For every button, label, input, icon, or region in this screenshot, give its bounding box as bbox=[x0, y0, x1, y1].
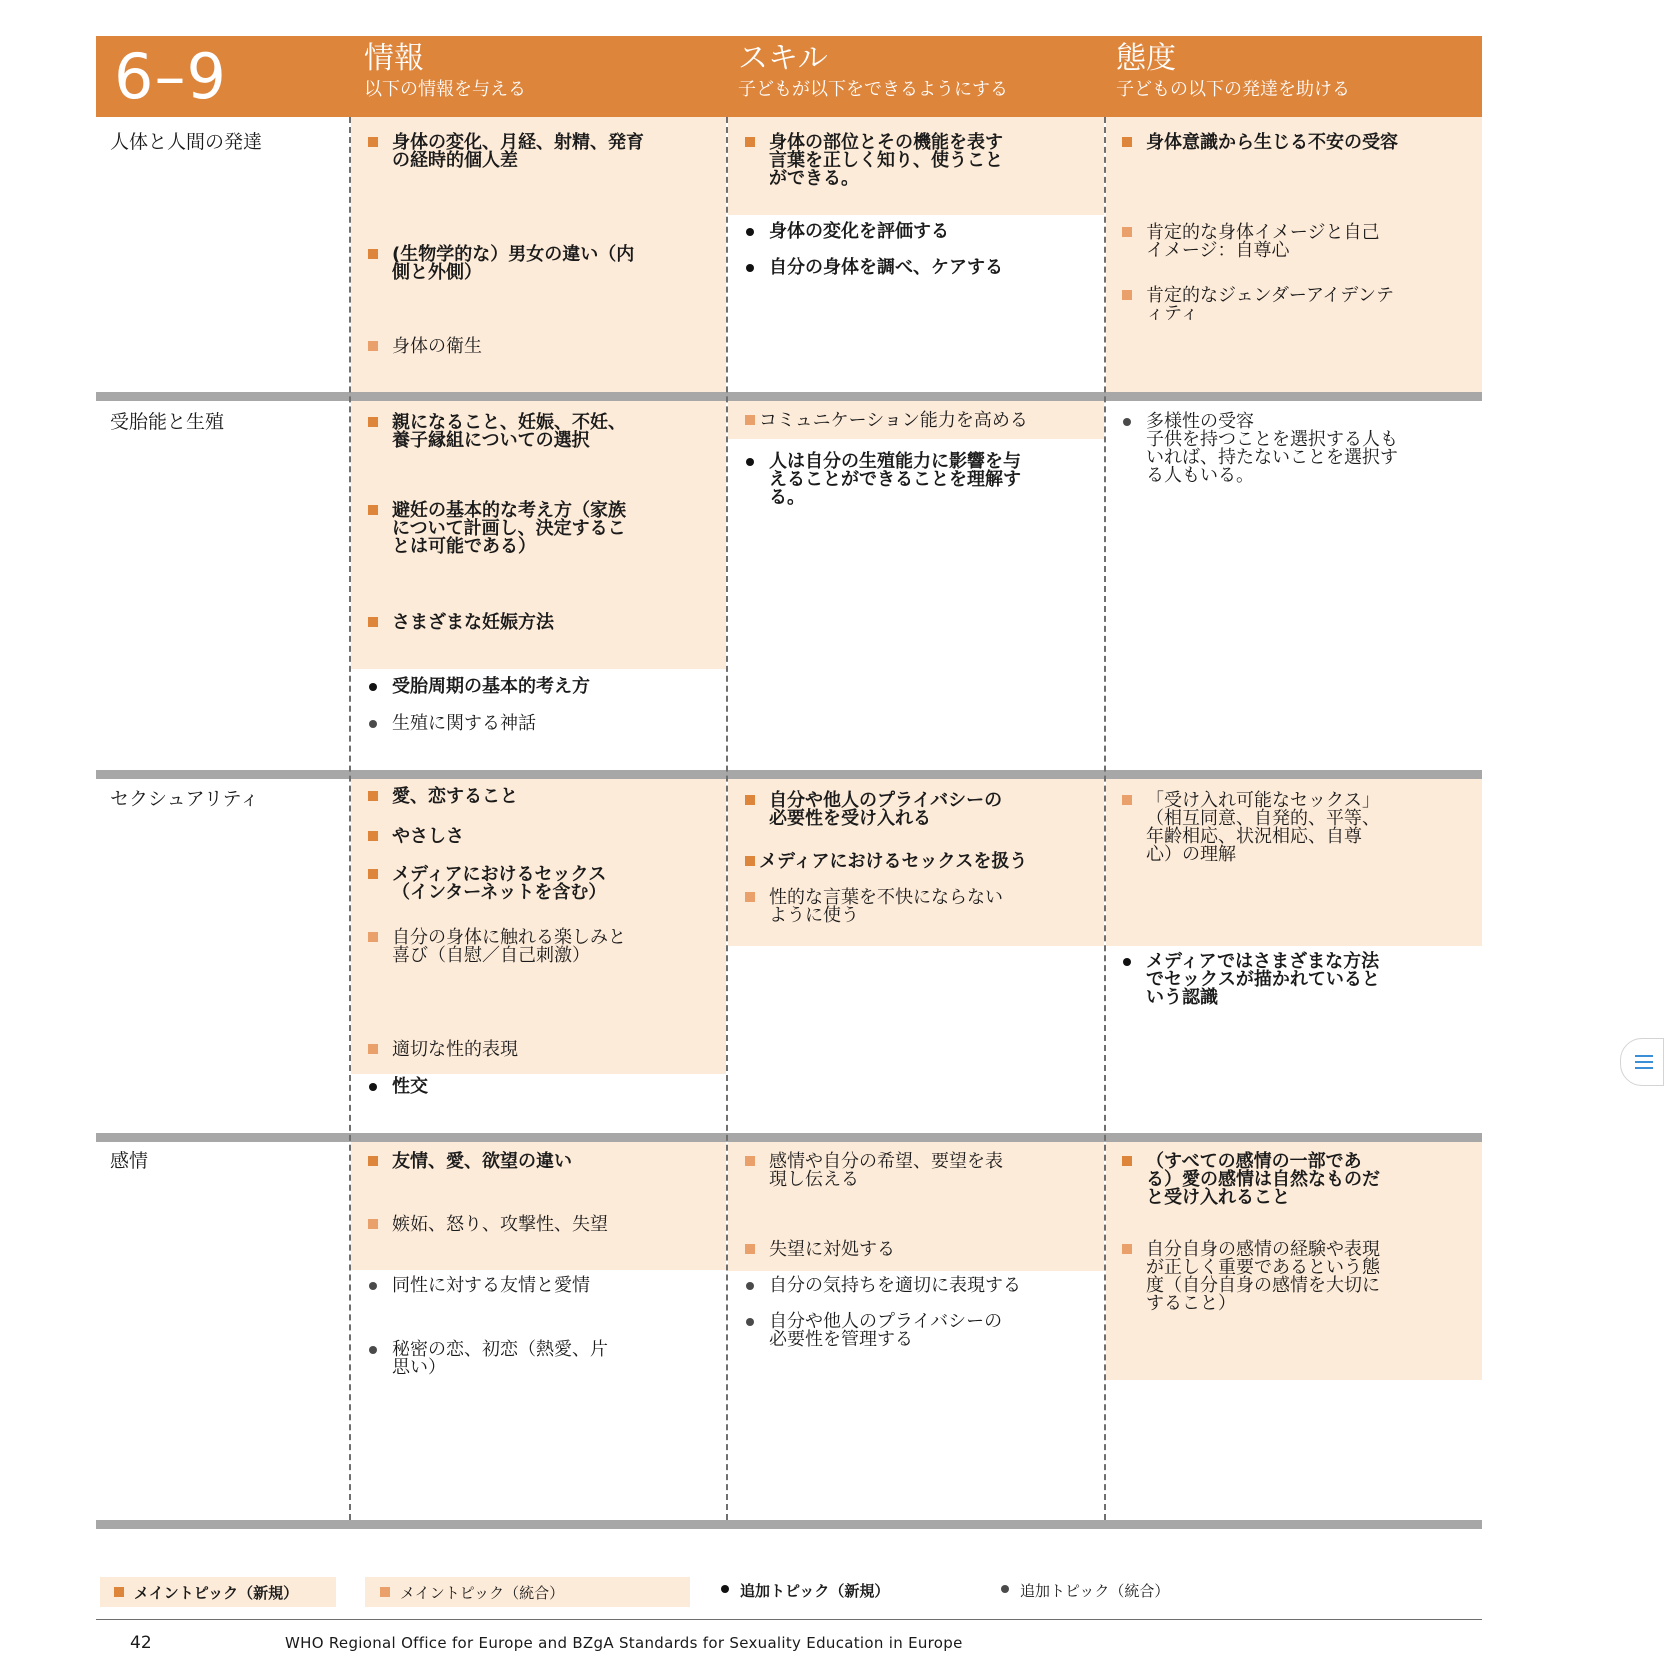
item-text: 性的な言葉を不快にならない ように使う bbox=[769, 887, 1003, 926]
list-item bbox=[368, 502, 626, 556]
header-attitudes bbox=[1116, 40, 1350, 102]
list-item bbox=[1122, 953, 1380, 1007]
topic-marker-icon bbox=[1122, 227, 1132, 237]
item-text: 多様性の受容 子供を持つことを選択する人も いれば、持たないことを選択す る人もいる。 bbox=[1146, 411, 1398, 486]
row-separator bbox=[96, 770, 1482, 779]
item-text: 同性に対する友情と愛情 bbox=[392, 1275, 590, 1296]
list-item bbox=[368, 788, 518, 806]
item-text: 受胎周期の基本的考え方 bbox=[392, 676, 590, 697]
list-item bbox=[745, 453, 1021, 507]
list-item bbox=[368, 414, 626, 450]
list-item bbox=[368, 1153, 572, 1171]
item-text: メディアにおけるセックスを扱う bbox=[759, 851, 1028, 872]
list-item bbox=[368, 1277, 590, 1295]
item-text: 「受け入れ可能なセックス」 （相互同意、自発的、平等、 年齢相応、状況相応、自尊 心）の理解 bbox=[1146, 790, 1380, 865]
row-label-emotions: 感情 bbox=[110, 1150, 149, 1172]
item-text: 身体の変化、月経、射精、発育 の経時的個人差 bbox=[392, 132, 644, 171]
topic-marker-icon bbox=[746, 458, 754, 466]
item-text: 肯定的な身体イメージと自己 イメージ：自尊心 bbox=[1146, 222, 1380, 261]
topic-marker-icon bbox=[746, 1318, 754, 1326]
list-item bbox=[1122, 1241, 1380, 1313]
item-text: （すべての感情の一部であ る）愛の感情は自然なものだ と受け入れること bbox=[1146, 1151, 1380, 1208]
additional-topic-new-icon bbox=[721, 1585, 729, 1593]
list-item bbox=[745, 792, 1002, 828]
row-label-sexuality: セクシュアリティ bbox=[110, 788, 259, 810]
column-divider bbox=[1104, 117, 1106, 1520]
topic-marker-icon bbox=[369, 1083, 377, 1091]
topic-marker-icon bbox=[1122, 137, 1132, 147]
topic-marker-icon bbox=[745, 795, 755, 805]
list-item bbox=[1122, 224, 1379, 260]
list-item bbox=[368, 134, 644, 170]
table-header bbox=[96, 36, 1482, 117]
topic-marker-icon bbox=[368, 932, 378, 942]
legend-label: メイントピック（新規） bbox=[134, 1584, 299, 1602]
item-text: (生物学的な）男女の違い（内 側と外側） bbox=[392, 244, 635, 283]
header-information-title: 情報 bbox=[364, 41, 424, 76]
item-text: 自分の身体に触れる楽しみと 喜び（自慰／自己刺激） bbox=[392, 927, 626, 966]
item-text: 適切な性的表現 bbox=[392, 1039, 518, 1060]
list-item bbox=[368, 828, 464, 846]
side-menu-button[interactable] bbox=[1620, 1038, 1664, 1086]
topic-marker-icon bbox=[745, 137, 755, 147]
legend-label: 追加トピック（新規） bbox=[740, 1582, 890, 1600]
item-text: 失望に対処する bbox=[769, 1239, 895, 1260]
header-attitudes-sub: 子どもの以下の発達を助ける bbox=[1116, 79, 1350, 100]
item-text: 避妊の基本的な考え方（家族 について計画し、決定するこ とは可能である） bbox=[392, 500, 626, 557]
topic-marker-icon bbox=[368, 869, 378, 879]
list-item bbox=[745, 853, 1027, 871]
item-text: さまざまな妊娠方法 bbox=[392, 612, 554, 633]
topic-marker-icon bbox=[1123, 958, 1131, 966]
item-text: 自分や他人のプライバシーの 必要性を管理する bbox=[769, 1311, 1003, 1350]
topic-marker-icon bbox=[369, 1282, 377, 1290]
topic-marker-icon bbox=[746, 1282, 754, 1290]
footer-text: WHO Regional Office for Europe and BZgA Standards for Sexuality Education in Europe bbox=[285, 1634, 963, 1652]
item-text: 人は自分の生殖能力に影響を与 えることができることを理解す る。 bbox=[769, 451, 1021, 508]
list-item bbox=[368, 866, 606, 902]
item-text: やさしさ bbox=[392, 826, 464, 847]
topic-marker-icon bbox=[745, 415, 755, 425]
header-information-sub: 以下の情報を与える bbox=[364, 79, 526, 100]
list-item bbox=[745, 889, 1003, 925]
row-separator bbox=[96, 1133, 1482, 1142]
topic-marker-icon bbox=[368, 137, 378, 147]
list-item bbox=[1122, 792, 1380, 864]
list-item bbox=[745, 1277, 1021, 1295]
age-group-label: 6–9 bbox=[114, 40, 227, 113]
legend-additional-new bbox=[720, 1582, 889, 1600]
topic-marker-icon bbox=[369, 683, 377, 691]
legend-main-new bbox=[114, 1584, 298, 1602]
item-text: 性交 bbox=[392, 1076, 428, 1097]
item-text: 感情や自分の希望、要望を表 現し伝える bbox=[769, 1151, 1003, 1190]
topic-marker-icon bbox=[1122, 1156, 1132, 1166]
main-topic-new-icon bbox=[114, 1587, 124, 1597]
main-topic-integrated-icon bbox=[380, 1587, 390, 1597]
topic-marker-icon bbox=[368, 505, 378, 515]
list-item bbox=[745, 1153, 1003, 1189]
topic-marker-icon bbox=[368, 1044, 378, 1054]
list-item bbox=[368, 338, 482, 356]
item-text: 身体の変化を評価する bbox=[769, 221, 949, 242]
header-information bbox=[364, 40, 526, 102]
topic-marker-icon bbox=[745, 1156, 755, 1166]
list-item bbox=[745, 134, 1003, 188]
list-item bbox=[745, 1241, 895, 1259]
item-text: 身体意識から生じる不安の受容 bbox=[1146, 132, 1398, 153]
item-text: 親になること、妊娠、不妊、 養子縁組についての選択 bbox=[392, 412, 626, 451]
row-label-fertility: 受胎能と生殖 bbox=[110, 411, 225, 433]
list-item bbox=[1122, 1153, 1380, 1207]
topic-marker-icon bbox=[746, 264, 754, 272]
topic-marker-icon bbox=[746, 228, 754, 236]
item-text: 身体の衛生 bbox=[392, 336, 482, 357]
topic-marker-icon bbox=[368, 249, 378, 259]
item-text: 嫉妬、怒り、攻撃性、失望 bbox=[392, 1214, 608, 1235]
item-text: 肯定的なジェンダーアイデンテ ィティ bbox=[1146, 285, 1395, 324]
list-item bbox=[745, 1313, 1002, 1349]
topic-marker-icon bbox=[369, 720, 377, 728]
item-text: 愛、恋すること bbox=[392, 786, 518, 807]
list-item bbox=[368, 246, 634, 282]
topic-marker-icon bbox=[368, 341, 378, 351]
row-separator bbox=[96, 392, 1482, 401]
topic-marker-icon bbox=[1123, 418, 1131, 426]
legend-main-integrated bbox=[380, 1584, 564, 1602]
header-skills-sub: 子どもが以下をできるようにする bbox=[738, 79, 1008, 100]
topic-marker-icon bbox=[368, 791, 378, 801]
list-item bbox=[368, 1041, 518, 1059]
legend-additional-integrated bbox=[1000, 1582, 1169, 1600]
item-text: 自分の身体を調べ、ケアする bbox=[769, 257, 1003, 278]
list-item bbox=[368, 929, 626, 965]
row-label-body-development: 人体と人間の発達 bbox=[110, 131, 263, 153]
topic-marker-icon bbox=[1122, 1244, 1132, 1254]
topic-marker-icon bbox=[368, 1219, 378, 1229]
header-skills bbox=[738, 40, 1008, 102]
additional-topic-integrated-icon bbox=[1001, 1585, 1009, 1593]
row-separator bbox=[96, 1520, 1482, 1529]
item-text: メディアではさまざまな方法 でセックスが描かれていると いう認識 bbox=[1146, 951, 1380, 1008]
topic-marker-icon bbox=[1122, 290, 1132, 300]
column-divider bbox=[349, 117, 351, 1520]
list-item bbox=[745, 259, 1003, 277]
topic-marker-icon bbox=[369, 1346, 377, 1354]
topic-marker-icon bbox=[368, 831, 378, 841]
header-skills-title: スキル bbox=[738, 41, 828, 76]
list-item bbox=[745, 412, 1028, 430]
item-text: 友情、愛、欲望の違い bbox=[392, 1151, 572, 1172]
footer-divider bbox=[96, 1619, 1482, 1620]
list-item bbox=[745, 223, 949, 241]
item-text: 自分自身の感情の経験や表現 が正しく重要であるという態 度（自分自身の感情を大切に すること） bbox=[1146, 1239, 1380, 1314]
item-text: 生殖に関する神話 bbox=[392, 713, 536, 734]
header-attitudes-title: 態度 bbox=[1116, 41, 1176, 76]
item-text: 身体の部位とその機能を表す 言葉を正しく知り、使うこと ができる。 bbox=[769, 132, 1003, 189]
item-text: 自分や他人のプライバシーの 必要性を受け入れる bbox=[769, 790, 1003, 829]
topic-marker-icon bbox=[745, 892, 755, 902]
item-text: コミュニケーション能力を高める bbox=[759, 410, 1028, 431]
list-item bbox=[368, 678, 590, 696]
list-item bbox=[368, 1078, 428, 1096]
topic-marker-icon bbox=[368, 417, 378, 427]
topic-marker-icon bbox=[745, 856, 755, 866]
column-divider bbox=[726, 117, 728, 1520]
legend-label: 追加トピック（統合） bbox=[1020, 1582, 1170, 1600]
list-item bbox=[1122, 134, 1398, 152]
list-item bbox=[1122, 287, 1394, 323]
menu-lines-icon bbox=[1635, 1055, 1653, 1073]
list-item bbox=[368, 614, 554, 632]
legend-label: メイントピック（統合） bbox=[400, 1584, 565, 1602]
list-item bbox=[368, 1216, 608, 1234]
topic-marker-icon bbox=[368, 1156, 378, 1166]
list-item bbox=[1122, 413, 1398, 485]
page-number: 42 bbox=[130, 1633, 152, 1653]
item-text: 秘密の恋、初恋（熱愛、片 思い） bbox=[392, 1339, 608, 1378]
list-item bbox=[368, 1341, 608, 1377]
topic-marker-icon bbox=[1122, 795, 1132, 805]
item-text: メディアにおけるセックス （インターネットを含む） bbox=[392, 864, 607, 903]
list-item bbox=[368, 715, 536, 733]
topic-marker-icon bbox=[745, 1244, 755, 1254]
topic-marker-icon bbox=[368, 617, 378, 627]
item-text: 自分の気持ちを適切に表現する bbox=[769, 1275, 1021, 1296]
